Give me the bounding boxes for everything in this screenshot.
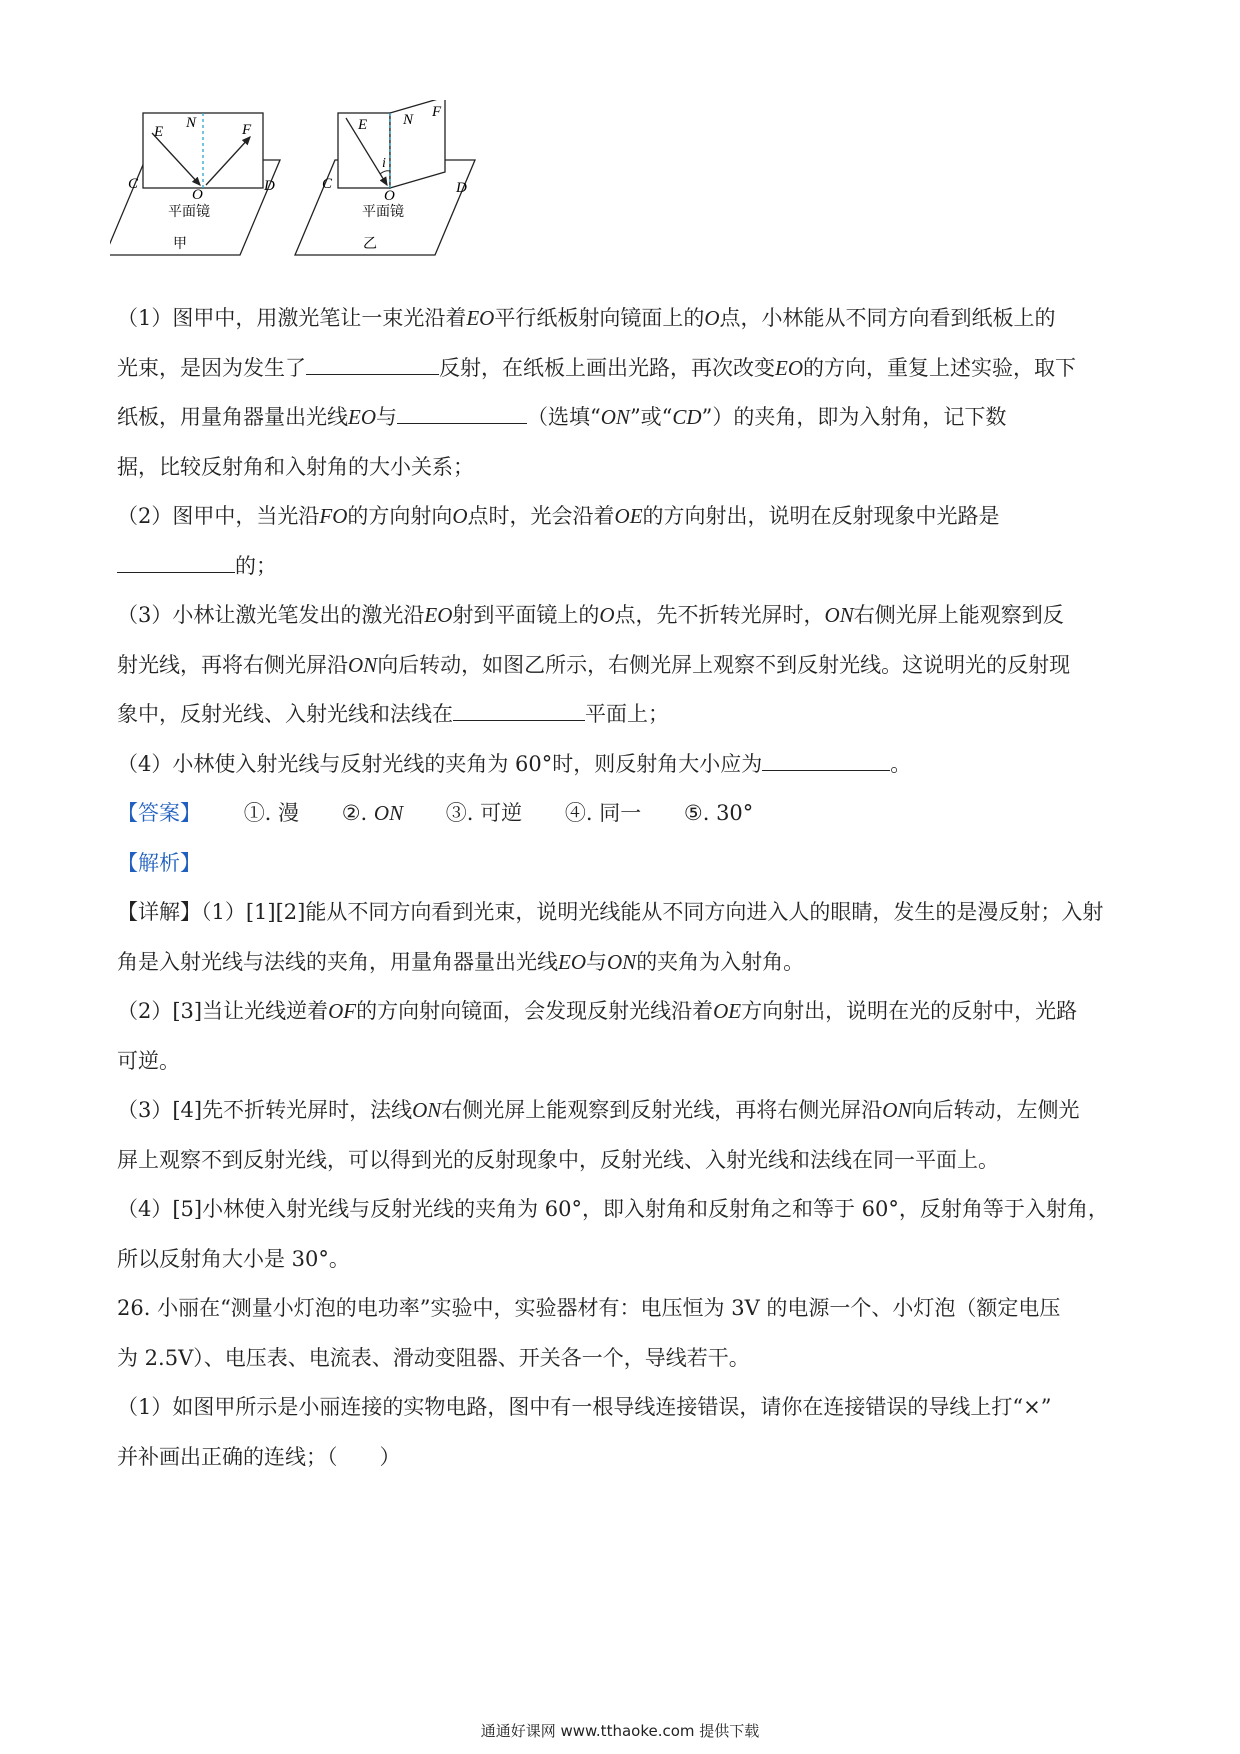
- detail-line-1: 【详解】（1）[1][2]能从不同方向看到光束，说明光线能从不同方向进入人的眼睛，发生的是漫反射；入射: [117, 900, 1104, 924]
- label-D-jia: D: [264, 178, 275, 194]
- q3-line-1: （3）小林让激光笔发出的激光沿EO射到平面镜上的O点，先不折转光屏时，ON右侧光屏上能观察到反: [117, 603, 1064, 627]
- detail-line-3: （2）[3]当让光线逆着OF的方向射向镜面，会发现反射光线沿着OE方向射出，说明在光的反射中，光路: [117, 999, 1078, 1023]
- figure-yi: [295, 100, 475, 255]
- q26-line-2: 为 2.5V）、电压表、电流表、滑动变阻器、开关各一个，导线若干。: [117, 1345, 750, 1370]
- label-D-yi: D: [456, 180, 467, 196]
- answer-blank-2[interactable]: [397, 399, 527, 424]
- label-C-jia: C: [128, 176, 139, 192]
- answer-option-3: ③. 可逆: [445, 801, 523, 825]
- detail-line-8: 所以反射角大小是 30°。: [117, 1246, 350, 1271]
- answer-blank-1[interactable]: [306, 350, 439, 375]
- detail-line-4: 可逆。: [117, 1048, 180, 1073]
- answer-option-4: ④. 同一: [564, 801, 642, 825]
- label-N-yi: N: [403, 112, 414, 128]
- document-body: [117, 294, 1127, 1482]
- q2-line-1: （2）图甲中，当光沿FO的方向射向O点时，光会沿着OE的方向射出，说明在反射现象中光路是: [117, 504, 1000, 528]
- q1-line-4: 据，比较反射角和入射角的大小关系；: [117, 454, 474, 479]
- q3-line-3: 象中，反射光线、入射光线和法线在 平面上；: [117, 690, 1127, 740]
- label-E-yi: E: [358, 117, 368, 133]
- q26-line-3: （1）如图甲所示是小丽连接的实物电路，图中有一根导线连接错误，请你在连接错误的导线上打“×”: [117, 1395, 1052, 1419]
- label-F-yi: F: [432, 104, 442, 120]
- caption-yi: 乙: [363, 236, 377, 252]
- detail-line-6: 屏上观察不到反射光线，可以得到光的反射现象中，反射光线、入射光线和法线在同一平面上。: [117, 1147, 999, 1172]
- label-O-yi: O: [384, 188, 395, 204]
- answer-option-5: ⑤. 30°: [683, 801, 754, 825]
- q1-line-1: （1）图甲中，用激光笔让一束光沿着EO平行纸板射向镜面上的O点，小林能从不同方向看到纸板上的: [117, 306, 1056, 330]
- detail-line-7: （4）[5]小林使入射光线与反射光线的夹角为 60°，即入射角和反射角之和等于 60°，反射角等于入射角，: [117, 1197, 1109, 1221]
- label-i-yi: i: [382, 156, 386, 171]
- answer-line: [117, 789, 1127, 839]
- page-footer: 通通好课网 www.tthaoke.com 提供下载: [480, 1722, 760, 1740]
- answer-blank-4[interactable]: [453, 696, 585, 721]
- figure-svg: [110, 100, 570, 290]
- answer-tag: 【答案】: [117, 801, 201, 825]
- detail-line-2: 角是入射光线与法线的夹角，用量角器量出光线EO与ON的夹角为入射角。: [117, 949, 805, 974]
- analysis-line: [117, 839, 1127, 889]
- answer-option-1: ①. 漫: [243, 801, 300, 825]
- analysis-tag: 【解析】: [117, 850, 201, 875]
- q3-line-2: 射光线，再将右侧光屏沿ON向后转动，如图乙所示，右侧光屏上观察不到反射光线。这说明光的反射现: [117, 652, 1071, 677]
- label-O-jia: O: [192, 187, 203, 203]
- q2-line-2: 的；: [117, 542, 1127, 592]
- q26-line-1: 26. 小丽在“测量小灯泡的电功率”实验中，实验器材有：电压恒为 3V 的电源一个、小灯泡（额定电压: [117, 1296, 1061, 1320]
- q26-line-4: 并补画出正确的连线；（ ）: [117, 1444, 401, 1469]
- reflection-experiment-figure: [110, 100, 570, 290]
- mirror-label-yi: 平面镜: [362, 204, 404, 220]
- q1-line-3: 纸板，用量角器量出光线EO与 （选填“ON”或“CD”）的夹角，即为入射角，记下数: [117, 393, 1127, 443]
- label-N-jia: N: [186, 115, 197, 131]
- mirror-label-jia: 平面镜: [168, 204, 210, 220]
- detail-line-5: （3）[4]先不折转光屏时，法线ON右侧光屏上能观察到反射光线，再将右侧光屏沿ON向后转动，左侧光: [117, 1098, 1080, 1122]
- answer-option-2: ②. ON: [341, 801, 404, 825]
- figure-jia: [110, 113, 280, 255]
- label-F-jia: F: [242, 122, 252, 138]
- label-C-yi: C: [322, 176, 333, 192]
- q4-line-1: （4）小林使入射光线与反射光线的夹角为 60°时，则反射角大小应为 。: [117, 740, 1127, 790]
- answer-blank-5[interactable]: [762, 746, 890, 771]
- caption-jia: 甲: [173, 236, 187, 252]
- q1-line-2: 光束，是因为发生了 反射，在纸板上画出光路，再次改变EO的方向，重复上述实验，取下: [117, 344, 1127, 394]
- answer-blank-3[interactable]: [117, 548, 235, 573]
- label-E-jia: E: [154, 124, 164, 140]
